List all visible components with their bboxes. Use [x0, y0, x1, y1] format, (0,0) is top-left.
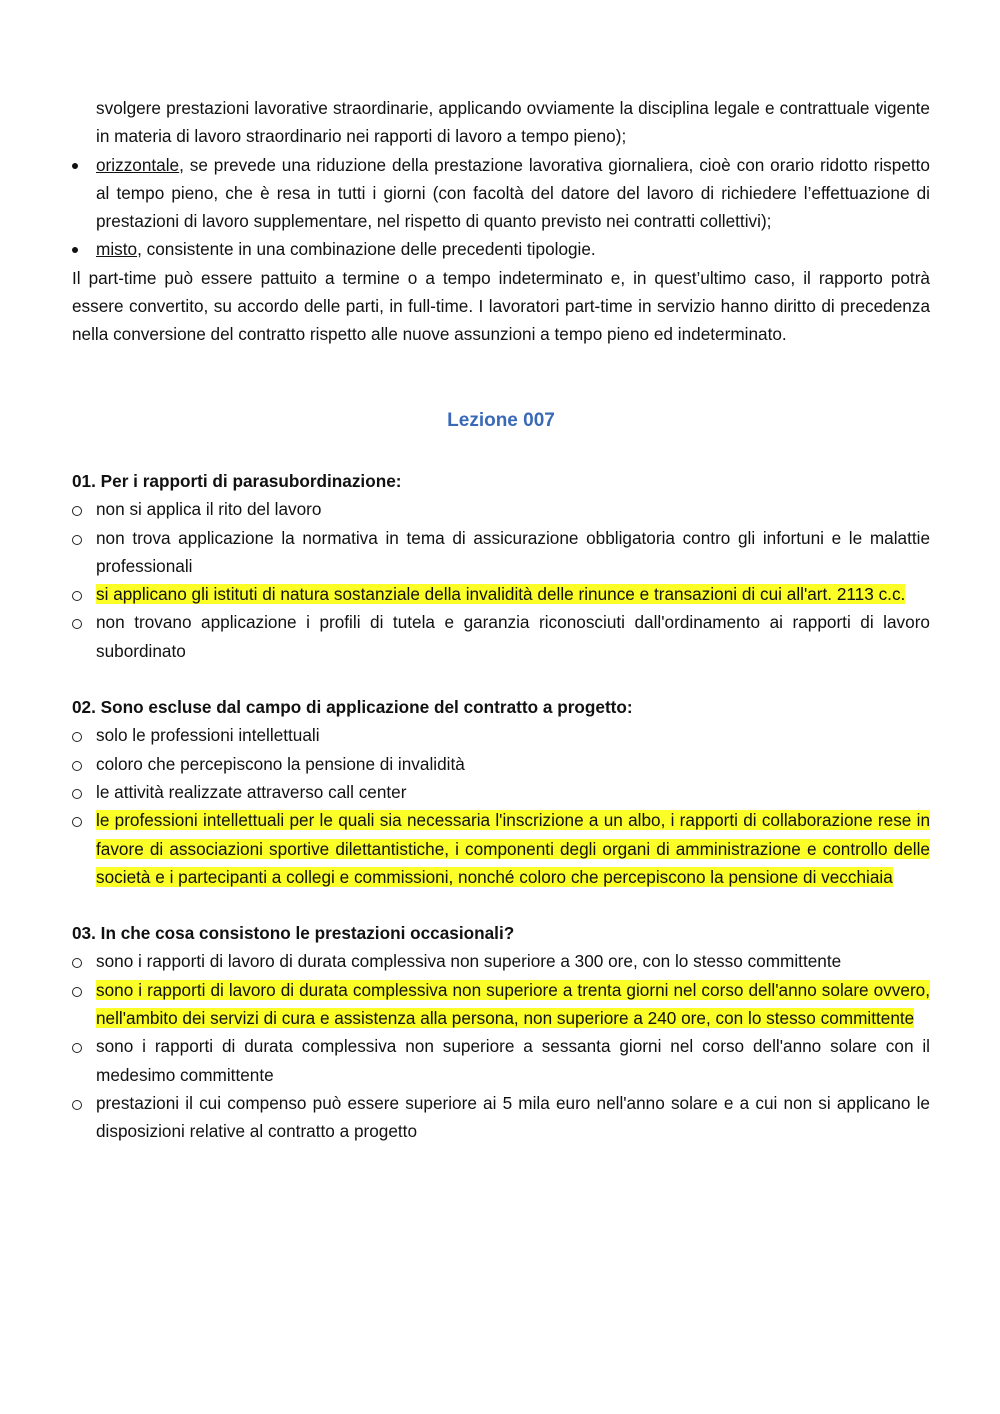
question-title: 01. Per i rapporti di parasubordinazione: [72, 470, 402, 491]
answer-option-correct [72, 806, 930, 891]
question-block [72, 467, 930, 665]
bullet-icon [72, 151, 92, 179]
bullet-item [72, 235, 930, 263]
bullet-item [72, 151, 930, 236]
answer-option: sono i rapporti di lavoro di durata complessiva non superiore a 300 ore, con lo stesso committente [72, 947, 930, 975]
continued-text: svolgere prestazioni lavorative straordinarie, applicando ovviamente la disciplina legale e contrattuale vigente in materia di lavoro straordinario nei rapporti di lavoro a tempo pieno); [96, 98, 930, 147]
circle-bullet-icon [72, 1089, 92, 1120]
highlighted-answer: sono i rapporti di lavoro di durata complessiva non superiore a trenta giorni nel corso dell'anno solare ovvero, nell'ambito dei servizi di cura e assistenza alla persona, non superiore a 240 ore, con lo stesso committente [96, 979, 930, 1029]
answer-option: coloro che percepiscono la pensione di invalidità [72, 750, 930, 778]
part-time-paragraph: Il part-time può essere pattuito a termine o a tempo indeterminato e, in quest’ultimo caso, il rapporto potrà essere convertito, su accordo delle parti, in full-time. I lavoratori part-time in servizio hanno diritto di precedenza nella conversione del contratto rispetto alle nuove assunzioni a tempo pieno ed indeterminato. [72, 267, 930, 345]
circle-bullet-icon [72, 976, 92, 1007]
circle-bullet-icon [72, 1032, 92, 1063]
question-block [72, 919, 930, 1145]
circle-bullet-icon [72, 778, 92, 809]
circle-bullet-icon [72, 721, 92, 752]
answer-option-correct [72, 580, 930, 608]
bullet-icon [72, 235, 92, 263]
answer-option: prestazioni il cui compenso può essere superiore ai 5 mila euro nell'anno solare e a cui non si applicano le disposizioni relative al contratto a progetto [72, 1089, 930, 1146]
bullet-term: orizzontale [96, 154, 180, 175]
highlighted-answer: si applicano gli istituti di natura sostanziale della invalidità delle rinunce e transazioni di cui all'art. 2113 c.c. [96, 584, 906, 605]
circle-bullet-icon [72, 947, 92, 978]
answer-option-correct [72, 976, 930, 1033]
answer-option: le attività realizzate attraverso call center [72, 778, 930, 806]
circle-bullet-icon [72, 806, 92, 837]
circle-bullet-icon [72, 750, 92, 781]
bullet-text: , consistente in una combinazione delle precedenti tipologie. [137, 239, 596, 260]
question-block [72, 693, 930, 891]
bullet-text: , se prevede una riduzione della prestazione lavorativa giornaliera, cioè con orario ridotto rispetto al tempo pieno, che è resa in tutti i giorni (con facoltà del datore del lavoro di richiedere l’effettuazione di prestazioni di lavoro supplementare, nel rispetto di quanto previsto nei contratti collettivi); [96, 154, 930, 232]
circle-bullet-icon [72, 524, 92, 555]
bullet-term: misto [96, 239, 138, 260]
circle-bullet-icon [72, 580, 92, 611]
highlighted-answer: le professioni intellettuali per le quali sia necessaria l'inscrizione a un albo, i rapporti di collaborazione rese in favore di associazioni sportive dilettantistiche, i componenti degli organi di amministrazione e controllo delle società e i partecipanti a collegi e commissioni, nonché coloro che percepiscono la pensione di vecchiaia [96, 810, 930, 887]
answer-option: solo le professioni intellettuali [72, 721, 930, 749]
circle-bullet-icon [72, 495, 92, 526]
answer-option: non si applica il rito del lavoro [72, 495, 930, 523]
lesson-title: Lezione 007 [447, 409, 555, 431]
answer-option: non trova applicazione la normativa in tema di assicurazione obbligatoria contro gli infortuni e le malattie professionali [72, 524, 930, 581]
circle-bullet-icon [72, 608, 92, 639]
answer-option: non trovano applicazione i profili di tutela e garanzia riconosciuti dall'ordinamento ai rapporti di lavoro subordinato [72, 608, 930, 665]
question-title: 02. Sono escluse dal campo di applicazione del contratto a progetto: [72, 697, 633, 718]
answer-option: sono i rapporti di durata complessiva non superiore a sessanta giorni nel corso dell'anno solare con il medesimo committente [72, 1032, 930, 1089]
question-title: 03. In che cosa consistono le prestazioni occasionali? [72, 923, 515, 944]
